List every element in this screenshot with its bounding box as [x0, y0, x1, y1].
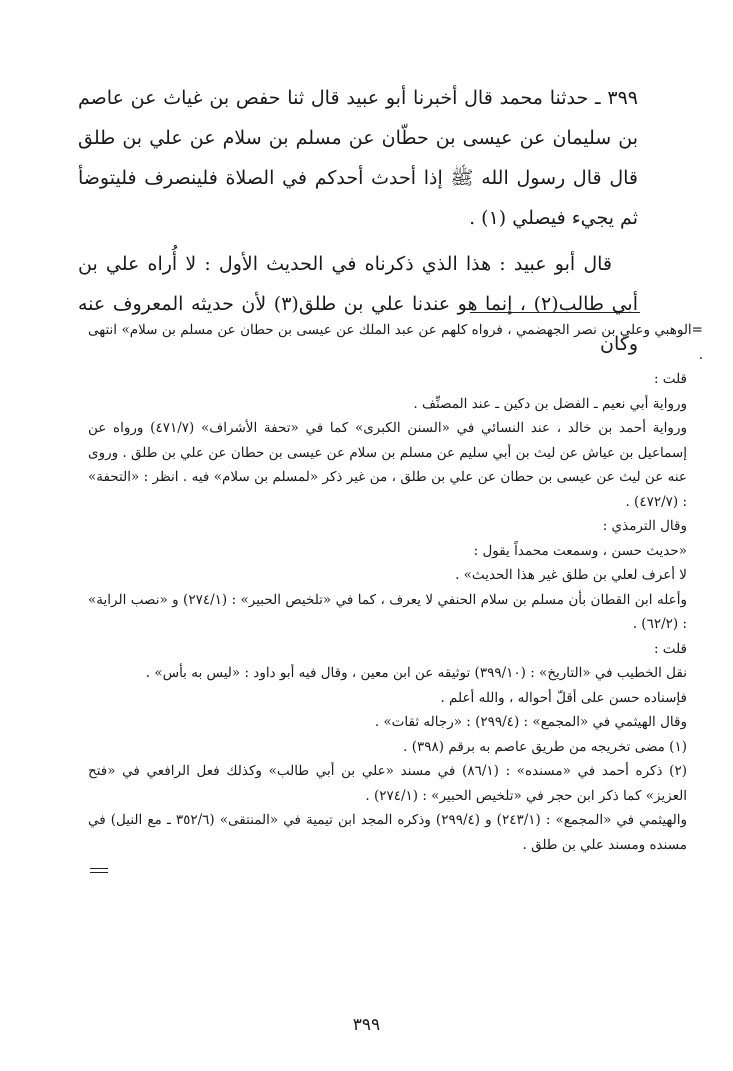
footnote-line: لا أعرف لعلي بن طلق غير هذا الحديث» . — [455, 567, 687, 583]
hadith-paragraph: ٣٩٩ ـ حدثنا محمد قال أخبرنا أبو عبيد قال ثنا حفص بن غياث عن عاصم بن سليمان عن عيسى بن حطّان عن مسلم بن سلام عن علي بن طلق قال قال رسول الله ﷺ إذا أحدث أحدكم في الصلاة فلينصرف فليتوضأ ثم يجيء فيصلي (١) . — [78, 87, 638, 229]
continuation-mark — [90, 868, 108, 873]
footnote-line: فإسناده حسن على أقلّ أحواله ، والله أعلم . — [440, 689, 687, 706]
footnote-line: =الوهبي وعلي بن نصر الجهضمي ، فرواه كلهم عن عبد الملك عن عيسى بن حطان عن مسلم بن سلام» انتهى . — [88, 322, 703, 363]
commentary-paragraph: قال أبو عبيد : هذا الذي ذكرناه في الحديث الأول : لا أُراه علي بن أبي طالب(٢) ، إنما هو عندنا علي بن طلق(٣) لأن حديثه المعروف عنه وكان — [78, 253, 638, 355]
footnote-line: ورواية أحمد بن خالد ، عند النسائي في «السنن الكبرى» كما في «تحفة الأشراف» (٤٧١/٧) ورواه عن إسماعيل بن عياش عن ليث بن أبي سليم عن مسلم بن سلام عن عيسى بن حطان عن علي بن طلق . وروى عنه عن ليث عن عيسى بن حطان عن علي بن طلق ، من غير ذكر «لمسلم بن سلام» فيه . انظر : «التحفة» : (٤٧٢/٧) . — [88, 420, 687, 510]
footnote-2: (٢) ذكره أحمد في «مسنده» : (٨٦/١) في مسند «علي بن أبي طالب» وكذلك فعل الرافعي في «فتح العزيز» كما ذكر ابن حجر في «تلخيص الحبير» : (٢٧٤/١) . — [88, 763, 687, 804]
page-number: ٣٩٩ — [352, 1015, 381, 1035]
footnote-line: نقل الخطيب في «التاريخ» : (٣٩٩/١٠) توثيقه عن ابن معين ، وقال فيه أبو داود : «ليس به بأس» . — [145, 665, 687, 681]
footnote-1: (١) مضى تخريجه من طريق عاصم به برقم (٣٩٨) . — [403, 738, 687, 755]
footnote-divider — [470, 312, 640, 313]
footnote-line: وقال الترمذي : — [602, 518, 687, 534]
footnote-line: قلت : — [653, 640, 687, 657]
footnote-line: «حديث حسن ، وسمعت محمداً يقول : — [473, 542, 687, 559]
footnote-line: ورواية أبي نعيم ـ الفضل بن دكين ـ عند المصنِّف . — [413, 395, 687, 412]
footnote-line: قلت : — [653, 371, 687, 387]
footnote-line: والهيثمي في «المجمع» : (٢٤٣/١) و (٢٩٩/٤) وذكره المجد ابن تيمية في «المنتقى» (٣٥٢/٦ ـ مع النيل) في مسنده ومسند علي بن طلق . — [88, 812, 687, 853]
footnotes — [88, 318, 703, 857]
footnote-line: وقال الهيثمي في «المجمع» : (٢٩٩/٤) : «رجاله ثقات» . — [374, 714, 687, 730]
footnote-line: وأعله ابن القطان بأن مسلم بن سلام الحنفي لا يعرف ، كما في «تلخيص الحبير» : (٢٧٤/١) و «نصب الراية» : (٦٢/٢) . — [88, 591, 687, 632]
